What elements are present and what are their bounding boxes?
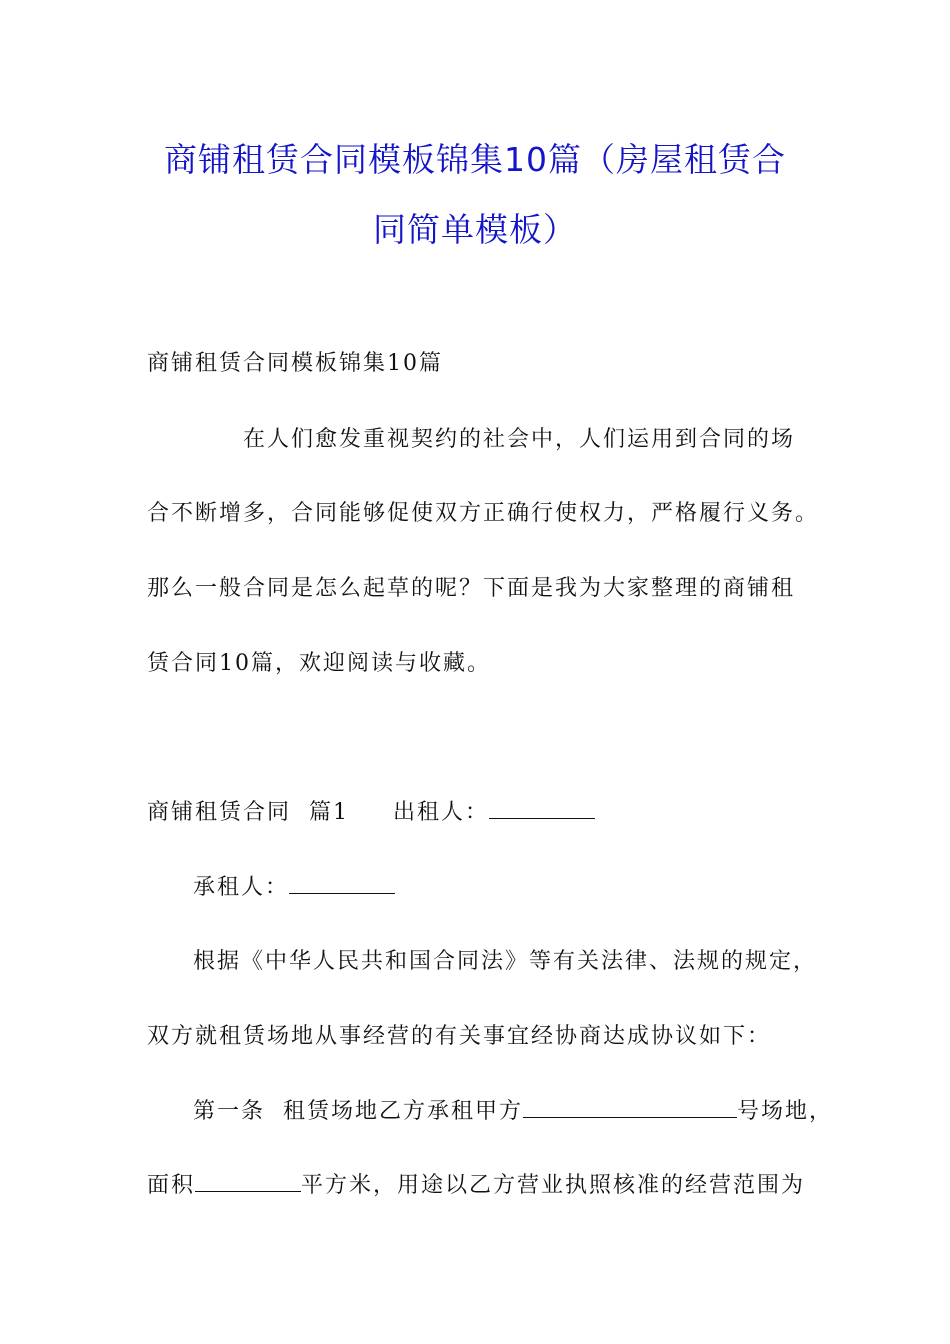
lessee-row bbox=[193, 870, 395, 901]
document-title-line-2: 同简单模板） bbox=[373, 210, 577, 249]
intro-line-4: 赁合同10篇，欢迎阅读与收藏。 bbox=[147, 651, 491, 676]
area-blank bbox=[195, 1171, 301, 1192]
intro-line-3: 那么一般合同是怎么起草的呢？下面是我为大家整理的商铺租 bbox=[147, 576, 796, 601]
clause-intro-line-1: 根据《中华人民共和国合同法》等有关法律、法规的规定， bbox=[193, 949, 818, 974]
intro-line-2: 合不断增多，合同能够促使双方正确行使权力，严格履行义务。 bbox=[147, 501, 820, 526]
area-suffix: 平方米，用途以乙方营业执照核准的经营范围为 bbox=[301, 1173, 806, 1198]
section-heading: 商铺租赁合同 篇1 bbox=[147, 800, 349, 825]
article-1-area-row bbox=[147, 1168, 805, 1199]
section-heading-row bbox=[147, 795, 595, 826]
site-number-blank bbox=[523, 1097, 737, 1118]
lessor-blank bbox=[489, 798, 595, 819]
article-1-row bbox=[193, 1094, 833, 1125]
area-prefix: 面积 bbox=[147, 1173, 196, 1198]
clause-intro-line-2: 双方就租赁场地从事经营的有关事宜经协商达成协议如下： bbox=[147, 1024, 772, 1049]
article-1-prefix: 第一条 租赁场地乙方承租甲方 bbox=[193, 1099, 523, 1124]
subtitle: 商铺租赁合同模板锦集10篇 bbox=[147, 351, 443, 376]
document-title-line-1: 商铺租赁合同模板锦集10篇（房屋租赁合 bbox=[164, 140, 786, 179]
intro-line-1: 在人们愈发重视契约的社会中，人们运用到合同的场 bbox=[243, 427, 796, 452]
lessee-blank bbox=[289, 873, 395, 894]
lessor-label: 出租人： bbox=[392, 800, 489, 825]
lessee-label: 承租人： bbox=[193, 875, 290, 900]
article-1-suffix: 号场地， bbox=[737, 1099, 834, 1124]
